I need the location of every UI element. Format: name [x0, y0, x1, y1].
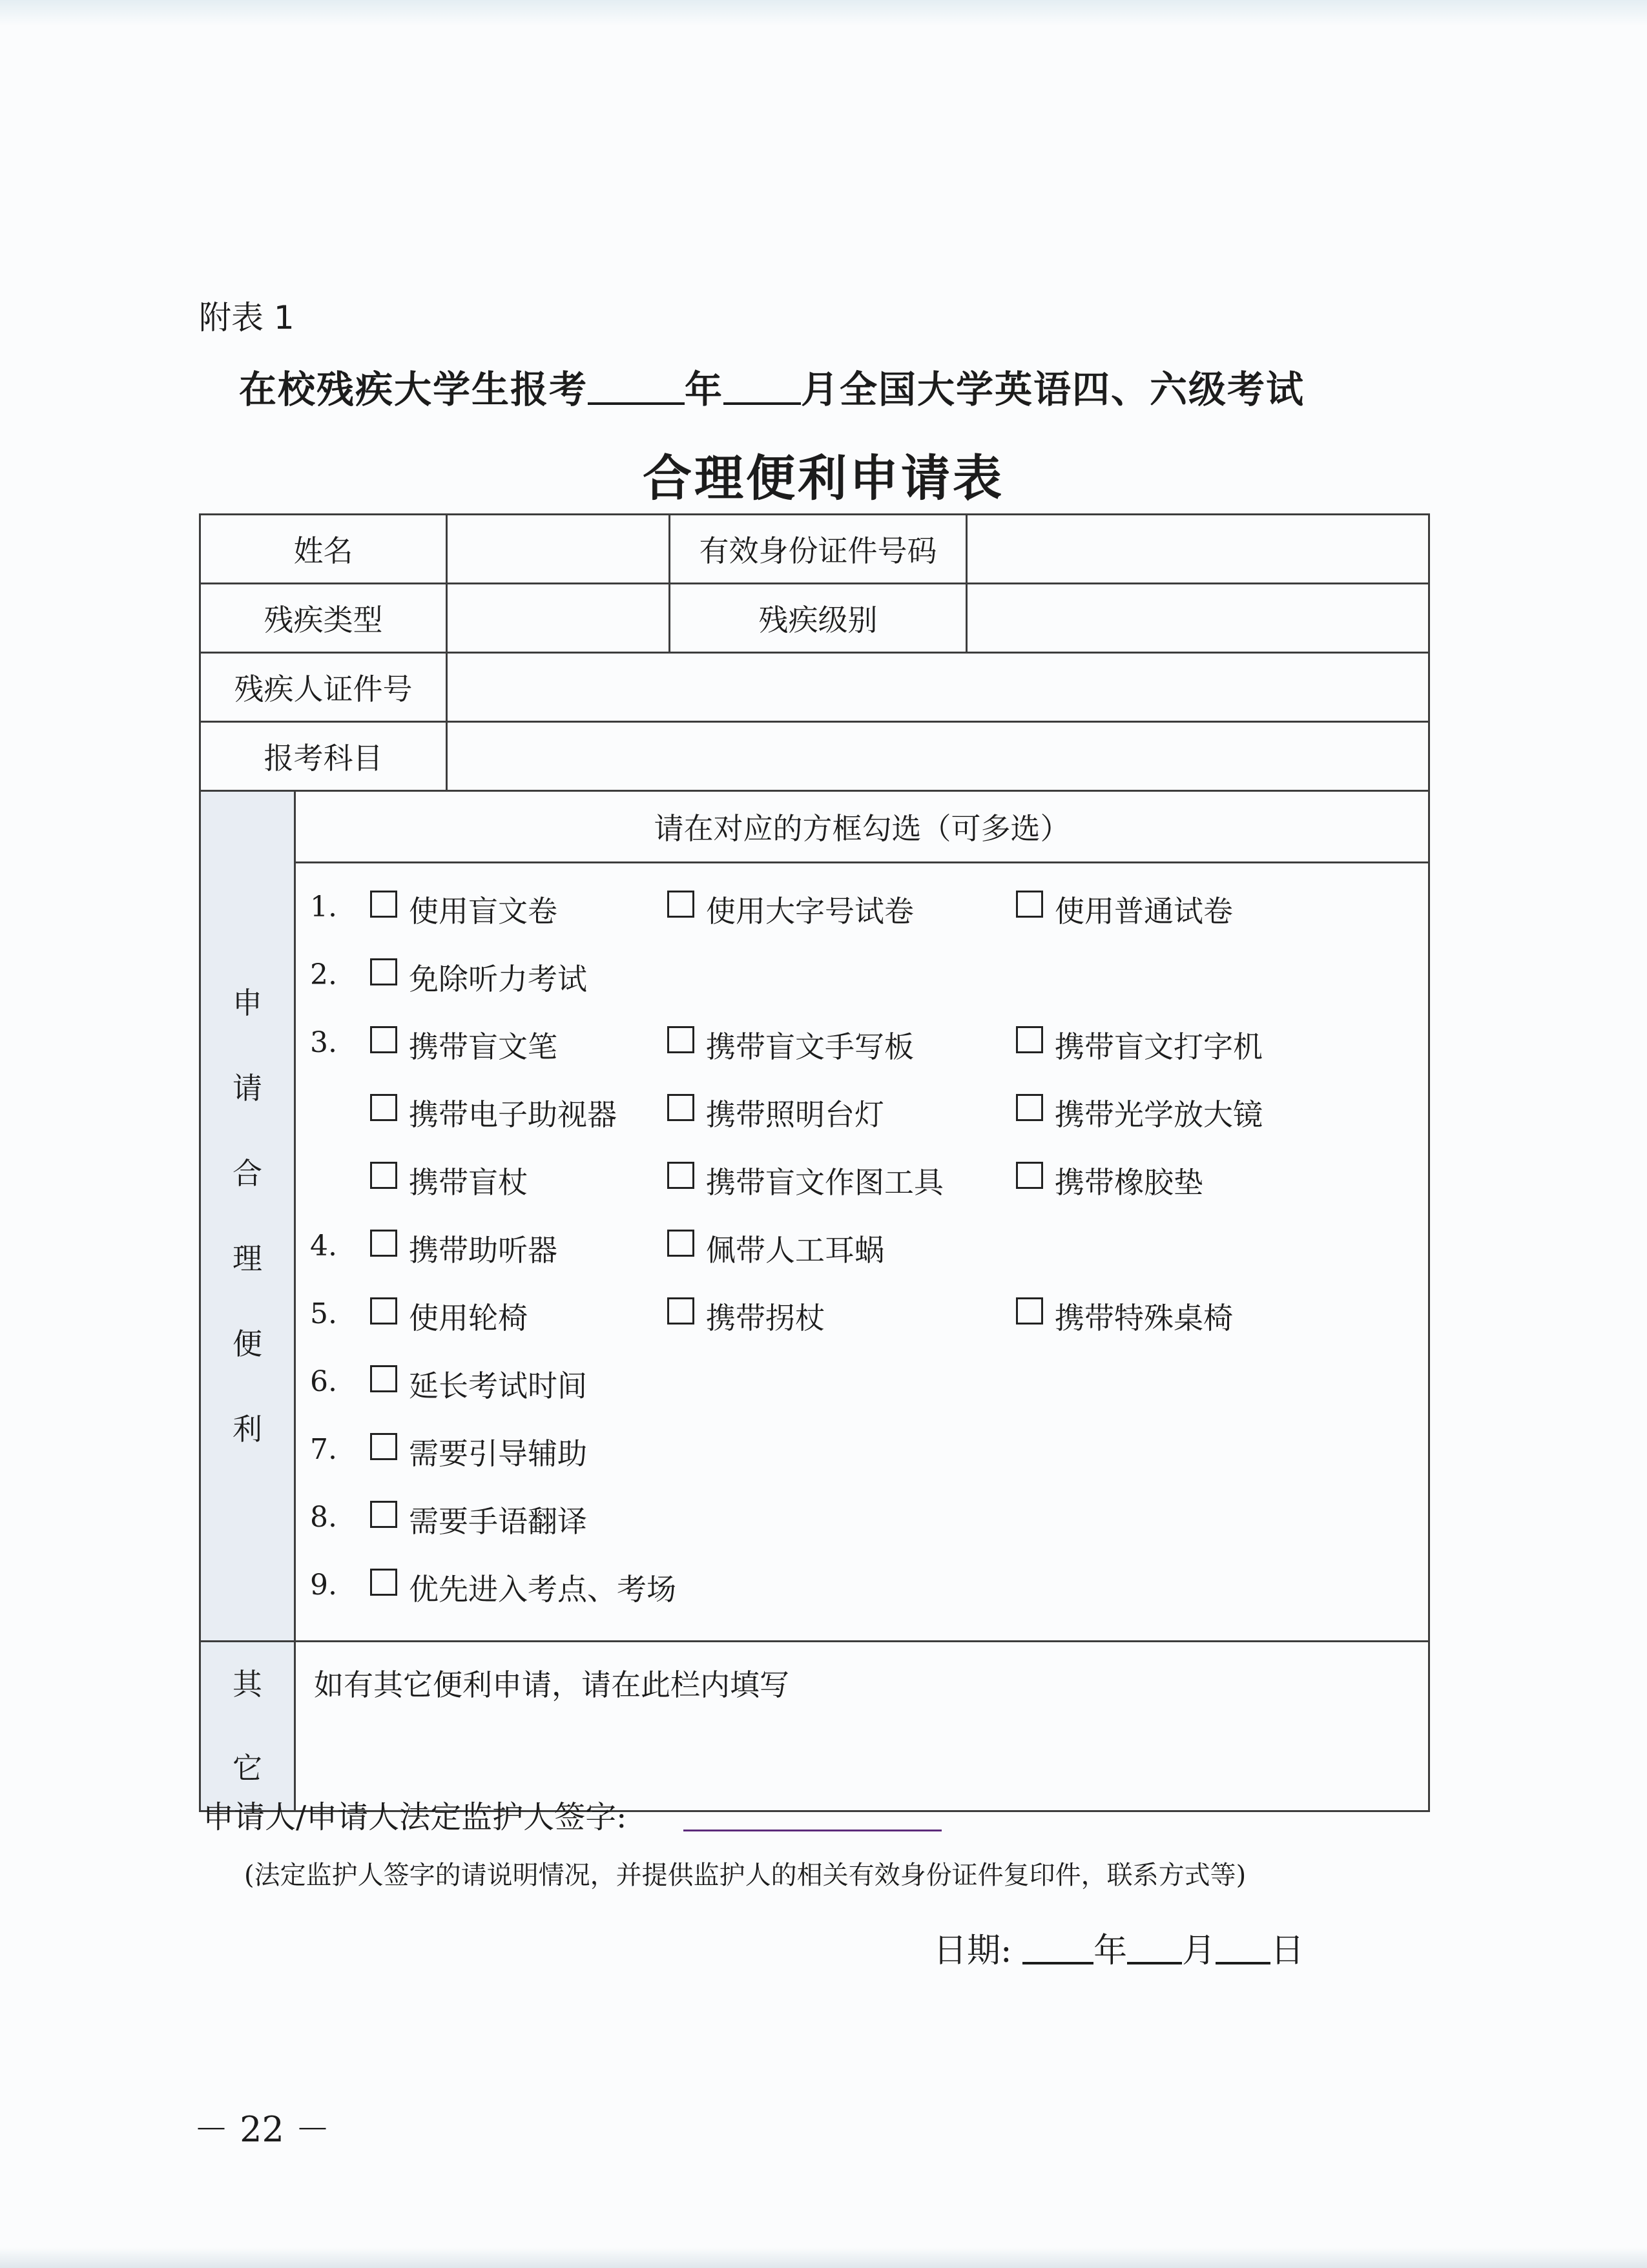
checkbox-icon[interactable]: [1016, 891, 1043, 918]
checkbox-icon[interactable]: [667, 1026, 694, 1053]
checkbox-icon[interactable]: [370, 1501, 397, 1528]
date-month: 月: [1182, 1932, 1216, 1970]
option-item[interactable]: 携带盲文笔: [370, 1024, 557, 1066]
month-blank[interactable]: [723, 370, 801, 405]
option-item[interactable]: 佩带人工耳蜗: [667, 1227, 884, 1270]
id-number-label: 有效身份证件号码: [670, 515, 967, 584]
checkbox-icon[interactable]: [1016, 1094, 1043, 1121]
name-field[interactable]: [447, 515, 670, 584]
signature-label: 申请人/申请人法定监护人签字:: [203, 1799, 627, 1835]
option-item[interactable]: 携带橡胶垫: [1016, 1159, 1203, 1202]
signature-line[interactable]: [683, 1830, 942, 1831]
appendix-label: 附表 1: [199, 299, 295, 336]
id-number-field[interactable]: [967, 515, 1429, 584]
option-number: 9.: [310, 1569, 337, 1602]
checkbox-icon[interactable]: [667, 1162, 694, 1189]
option-item[interactable]: 携带拐杖: [667, 1295, 825, 1337]
name-label: 姓名: [200, 515, 447, 584]
checkbox-icon[interactable]: [667, 1094, 694, 1121]
option-item[interactable]: 延长考试时间: [370, 1363, 587, 1405]
side-char: 便: [233, 1326, 262, 1361]
option-item[interactable]: 携带助听器: [370, 1227, 557, 1270]
option-row: [296, 1012, 1428, 1080]
side-char: 理: [233, 1241, 262, 1276]
other-side-label: [200, 1642, 295, 1811]
option-item[interactable]: 使用大字号试卷: [667, 888, 914, 931]
guardian-note: (法定监护人签字的请说明情况，并提供监护人的相关有效身份证件复印件，联系方式等): [244, 1861, 1247, 1890]
option-number: 3.: [310, 1026, 337, 1059]
option-item[interactable]: 需要手语翻译: [370, 1498, 587, 1541]
page-number: － 22 －: [194, 2109, 331, 2150]
option-row: [296, 1080, 1428, 1148]
option-item[interactable]: 携带盲文作图工具: [667, 1159, 944, 1202]
application-form-table: [199, 513, 1430, 1812]
checkbox-icon[interactable]: [370, 1026, 397, 1053]
title-month: 月全国大学英语四、六级考试: [801, 367, 1305, 411]
option-item[interactable]: 使用轮椅: [370, 1295, 528, 1337]
checkbox-icon[interactable]: [667, 1230, 694, 1257]
checkbox-icon[interactable]: [370, 958, 397, 985]
other-request-field[interactable]: [295, 1642, 1429, 1811]
checkbox-icon[interactable]: [370, 1569, 397, 1596]
option-number: 4.: [310, 1230, 337, 1263]
disability-type-field[interactable]: [447, 584, 670, 653]
option-number: 1.: [310, 891, 337, 923]
checkbox-icon[interactable]: [1016, 1297, 1043, 1325]
scan-edge-top: [0, 0, 1647, 26]
disability-cert-field[interactable]: [447, 653, 1429, 722]
side-char: 合: [233, 1156, 262, 1191]
date-day-blank[interactable]: [1216, 1932, 1270, 1964]
year-blank[interactable]: [588, 370, 685, 405]
date-day: 日: [1270, 1932, 1305, 1970]
side-char: 其: [233, 1667, 262, 1702]
disability-cert-label: 残疾人证件号: [200, 653, 447, 722]
date-year-blank[interactable]: [1022, 1932, 1093, 1964]
checkbox-icon[interactable]: [370, 1230, 397, 1257]
option-item[interactable]: 需要引导辅助: [370, 1430, 587, 1473]
option-item[interactable]: 携带电子助视器: [370, 1091, 617, 1134]
option-row: [296, 1148, 1428, 1215]
option-row: [296, 1419, 1428, 1487]
option-item[interactable]: 使用盲文卷: [370, 888, 557, 931]
checkbox-icon[interactable]: [667, 891, 694, 918]
form-title-line2: 合理便利申请表: [643, 449, 1004, 507]
disability-type-label: 残疾类型: [200, 584, 447, 653]
accommodation-side-label: [200, 791, 295, 1642]
option-item[interactable]: 携带照明台灯: [667, 1091, 884, 1134]
title-year: 年: [685, 367, 724, 411]
side-char: 利: [233, 1412, 262, 1447]
checkbox-icon[interactable]: [370, 1297, 397, 1325]
option-row: [296, 1351, 1428, 1419]
option-row: [296, 876, 1428, 944]
date-label: 日期:: [933, 1932, 1012, 1970]
option-number: 7.: [310, 1433, 337, 1466]
option-number: 8.: [310, 1501, 337, 1534]
form-title-line1: [239, 359, 1305, 413]
option-item[interactable]: 携带盲文手写板: [667, 1024, 914, 1066]
option-item[interactable]: 使用普通试卷: [1016, 888, 1233, 931]
option-row: [296, 944, 1428, 1012]
checkbox-icon[interactable]: [1016, 1026, 1043, 1053]
checkbox-icon[interactable]: [667, 1297, 694, 1325]
option-item[interactable]: 携带特殊桌椅: [1016, 1295, 1233, 1337]
option-item[interactable]: 免除听力考试: [370, 956, 587, 998]
option-item[interactable]: 携带盲杖: [370, 1159, 528, 1202]
date-year: 年: [1093, 1932, 1128, 1970]
scan-edge-bottom: [0, 2247, 1647, 2268]
option-number: 5.: [310, 1297, 337, 1330]
checkbox-icon[interactable]: [1016, 1162, 1043, 1189]
option-row: [296, 1283, 1428, 1351]
option-row: [296, 1215, 1428, 1283]
option-item[interactable]: 优先进入考点、考场: [370, 1566, 676, 1609]
disability-level-label: 残疾级别: [670, 584, 967, 653]
option-number: 6.: [310, 1365, 337, 1398]
option-number: 2.: [310, 958, 337, 991]
option-row: [296, 1554, 1428, 1622]
checkbox-icon[interactable]: [370, 1162, 397, 1189]
date-month-blank[interactable]: [1127, 1932, 1182, 1964]
option-item[interactable]: 携带盲文打字机: [1016, 1024, 1263, 1066]
checkbox-icon[interactable]: [370, 891, 397, 918]
side-char: 请: [233, 1071, 262, 1106]
checkbox-icon[interactable]: [370, 1433, 397, 1460]
disability-level-field[interactable]: [967, 584, 1429, 653]
other-request-hint: 如有其它便利申请，请在此栏内填写: [314, 1667, 789, 1702]
option-item[interactable]: 携带光学放大镜: [1016, 1091, 1263, 1134]
subject-label: 报考科目: [200, 722, 447, 791]
checkbox-icon[interactable]: [370, 1094, 397, 1121]
side-char: 它: [233, 1751, 262, 1786]
options-cell: [295, 863, 1429, 1642]
instruction-text: 请在对应的方框勾选（可多选）: [295, 791, 1429, 863]
date-line: [933, 1923, 1304, 1972]
title-prefix: 在校残疾大学生报考: [239, 367, 588, 411]
checkbox-icon[interactable]: [370, 1365, 397, 1392]
side-char: 申: [233, 985, 262, 1020]
option-row: [296, 1487, 1428, 1554]
subject-field[interactable]: [447, 722, 1429, 791]
